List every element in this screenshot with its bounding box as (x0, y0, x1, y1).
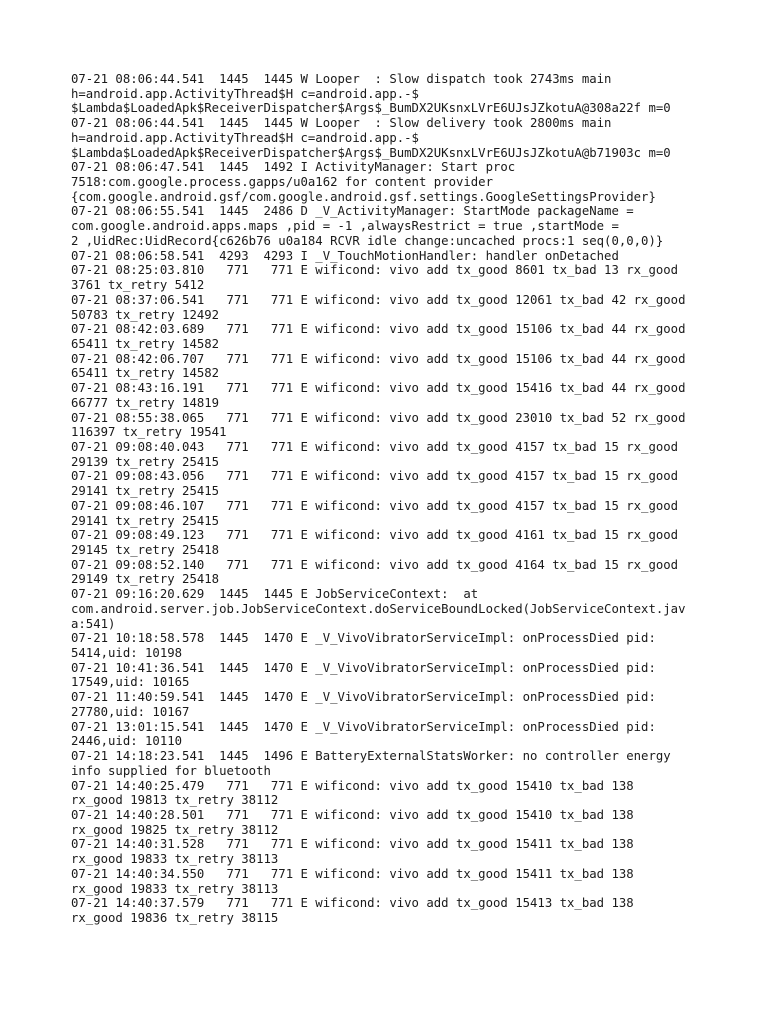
log-line: 07-21 10:41:36.541 1445 1470 E _V_VivoVibratorServiceImpl: onProcessDied pid: (71, 660, 656, 675)
log-line: 50783 tx_retry 12492 (71, 307, 220, 322)
log-line: info supplied for bluetooth (71, 763, 271, 778)
log-text-view (71, 72, 711, 926)
log-line: 07-21 10:18:58.578 1445 1470 E _V_VivoVibratorServiceImpl: onProcessDied pid: (71, 631, 656, 646)
log-line: 2 ,UidRec:UidRecord{c626b76 u0a184 RCVR idle change:uncached procs:1 seq(0,0,0)} (71, 233, 664, 248)
log-line: 07-21 14:40:37.579 771 771 E wificond: vivo add tx_good 15413 tx_bad 138 (71, 896, 634, 911)
log-line: 07-21 09:08:43.056 771 771 E wificond: vivo add tx_good 4157 tx_bad 15 rx_good (71, 469, 679, 484)
log-line: 65411 tx_retry 14582 (71, 336, 220, 351)
log-line: 07-21 14:40:34.550 771 771 E wificond: vivo add tx_good 15411 tx_bad 138 (71, 866, 634, 881)
log-line: com.google.android.apps.maps ,pid = -1 ,alwaysRestrict = true ,startMode = (71, 219, 619, 234)
log-line: h=android.app.ActivityThread$H c=android.app.-$ (71, 130, 419, 145)
log-line: 07-21 08:55:38.065 771 771 E wificond: vivo add tx_good 23010 tx_bad 52 rx_good (71, 410, 686, 425)
log-line: 29141 tx_retry 25415 (71, 513, 220, 528)
log-line: rx_good 19833 tx_retry 38113 (71, 881, 279, 896)
log-line: {com.google.android.gsf/com.google.android.gsf.settings.GoogleSettingsProvider} (71, 189, 656, 204)
log-line: rx_good 19833 tx_retry 38113 (71, 852, 279, 867)
log-line: 29141 tx_retry 25415 (71, 484, 220, 499)
log-line: 07-21 08:37:06.541 771 771 E wificond: vivo add tx_good 12061 tx_bad 42 rx_good (71, 292, 686, 307)
log-line: $Lambda$LoadedApk$ReceiverDispatcher$Args$_BumDX2UKsnxLVrE6UJsJZkotuA@308a22f m=0 (71, 101, 671, 116)
log-line: 07-21 14:40:28.501 771 771 E wificond: vivo add tx_good 15410 tx_bad 138 (71, 807, 634, 822)
log-line: 07-21 14:18:23.541 1445 1496 E BatteryExternalStatsWorker: no controller energy (71, 749, 671, 764)
log-line: 07-21 13:01:15.541 1445 1470 E _V_VivoVibratorServiceImpl: onProcessDied pid: (71, 719, 656, 734)
log-line: h=android.app.ActivityThread$H c=android.app.-$ (71, 86, 419, 101)
log-line: 07-21 08:42:06.707 771 771 E wificond: vivo add tx_good 15106 tx_bad 44 rx_good (71, 351, 686, 366)
log-line: 07-21 09:08:49.123 771 771 E wificond: vivo add tx_good 4161 tx_bad 15 rx_good (71, 528, 679, 543)
log-line: 07-21 09:08:46.107 771 771 E wificond: vivo add tx_good 4157 tx_bad 15 rx_good (71, 498, 679, 513)
log-line: 07-21 08:43:16.191 771 771 E wificond: vivo add tx_good 15416 tx_bad 44 rx_good (71, 381, 686, 396)
log-line: 7518:com.google.process.gapps/u0a162 for content provider (71, 175, 493, 190)
log-line: 5414,uid: 10198 (71, 646, 183, 661)
log-line: 2446,uid: 10110 (71, 734, 183, 749)
log-line: a:541) (71, 616, 116, 631)
log-line: 07-21 08:06:55.541 1445 2486 D _V_ActivityManager: StartMode packageName = (71, 204, 634, 219)
log-line: 07-21 08:42:03.689 771 771 E wificond: vivo add tx_good 15106 tx_bad 44 rx_good (71, 322, 686, 337)
log-line: 29149 tx_retry 25418 (71, 572, 220, 587)
log-line: com.android.server.job.JobServiceContext.doServiceBoundLocked(JobServiceContext.jav (71, 601, 686, 616)
log-line: 07-21 09:08:40.043 771 771 E wificond: vivo add tx_good 4157 tx_bad 15 rx_good (71, 439, 679, 454)
log-line: 07-21 09:16:20.629 1445 1445 E JobServiceContext: at (71, 587, 479, 602)
log-line: 65411 tx_retry 14582 (71, 366, 220, 381)
log-line: $Lambda$LoadedApk$ReceiverDispatcher$Args$_BumDX2UKsnxLVrE6UJsJZkotuA@b71903c m=0 (71, 145, 671, 160)
log-line: 29145 tx_retry 25418 (71, 543, 220, 557)
log-line: 66777 tx_retry 14819 (71, 395, 220, 410)
log-line: rx_good 19825 tx_retry 38112 (71, 822, 279, 837)
log-line: 07-21 08:06:44.541 1445 1445 W Looper : Slow delivery took 2800ms main (71, 116, 612, 131)
log-line: 07-21 14:40:31.528 771 771 E wificond: vivo add tx_good 15411 tx_bad 138 (71, 837, 634, 852)
log-line: 27780,uid: 10167 (71, 704, 190, 719)
log-line: 17549,uid: 10165 (71, 675, 190, 690)
log-line: 07-21 08:06:44.541 1445 1445 W Looper : Slow dispatch took 2743ms main (71, 72, 612, 86)
log-line: 07-21 08:06:47.541 1445 1492 I ActivityManager: Start proc (71, 160, 516, 175)
log-line: 116397 tx_retry 19541 (71, 425, 227, 440)
log-line: rx_good 19836 tx_retry 38115 (71, 910, 279, 925)
log-line: 3761 tx_retry 5412 (71, 278, 205, 293)
log-line: 07-21 14:40:25.479 771 771 E wificond: vivo add tx_good 15410 tx_bad 138 (71, 778, 634, 793)
log-line: 07-21 11:40:59.541 1445 1470 E _V_VivoVibratorServiceImpl: onProcessDied pid: (71, 690, 656, 705)
log-line: 07-21 08:06:58.541 4293 4293 I _V_TouchMotionHandler: handler onDetached (71, 248, 619, 263)
log-line: 07-21 09:08:52.140 771 771 E wificond: vivo add tx_good 4164 tx_bad 15 rx_good (71, 557, 679, 572)
log-line: 29139 tx_retry 25415 (71, 454, 220, 469)
log-line: rx_good 19813 tx_retry 38112 (71, 793, 279, 808)
log-line: 07-21 08:25:03.810 771 771 E wificond: vivo add tx_good 8601 tx_bad 13 rx_good (71, 263, 679, 278)
